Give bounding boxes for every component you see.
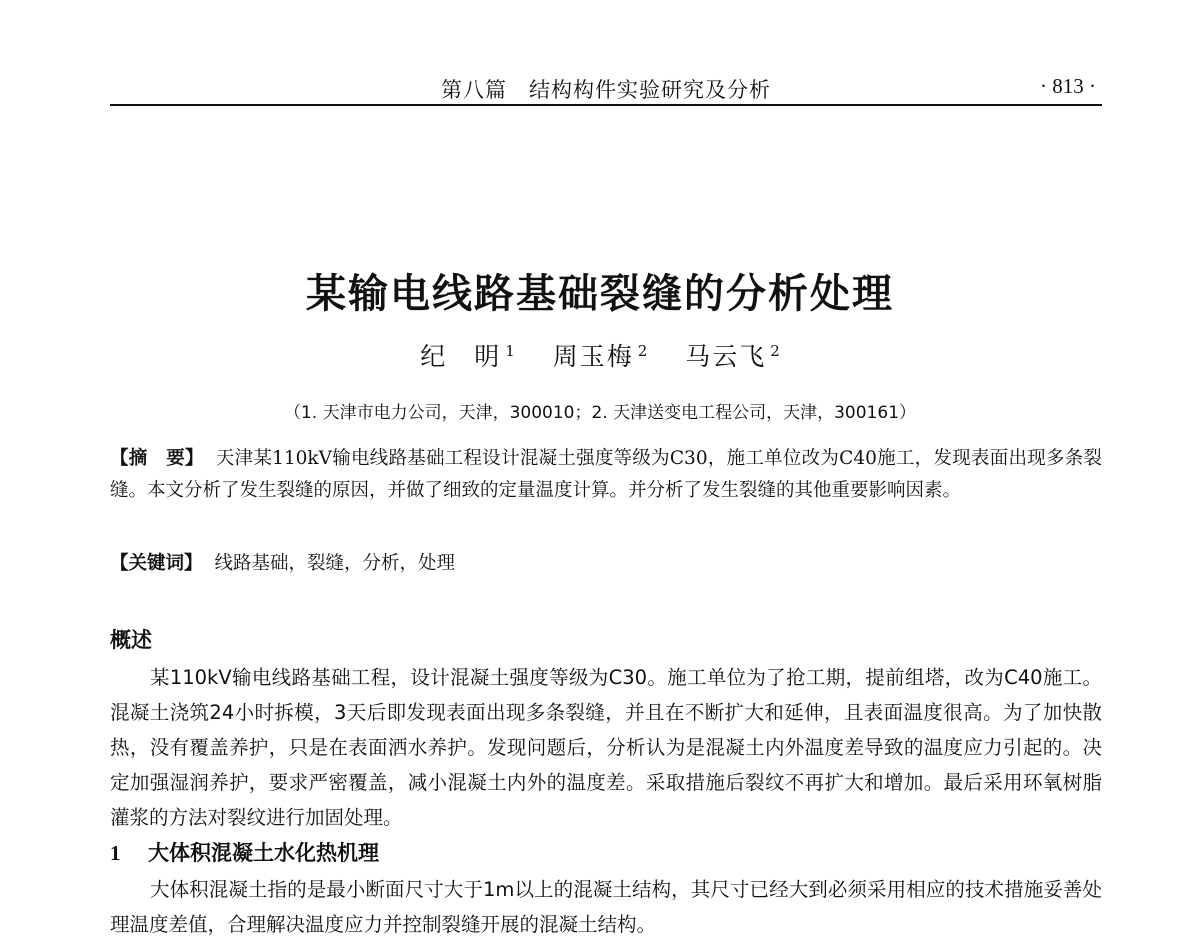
keywords-text: 线路基础，裂缝，分析，处理 <box>214 553 456 574</box>
affiliation: （1. 天津市电力公司，天津，300010；2. 天津送变电工程公司，天津，300161） <box>283 403 917 423</box>
overview-paragraph: 某110kV输电线路基础工程，设计混凝土强度等级为C30。施工单位为了抢工期，提前组塔，改为C40施工。混凝土浇筑24小时拆模，3天后即发现表面出现多条裂缝，并且在不断扩大和延伸，且表面温度很高。为了加快散热，没有覆盖养护，只是在表面洒水养护。发现问题后，分析认为是混凝土内外温度差导致的温度应力引起的。决定加强湿润养护，要求严密覆盖，减小混凝土内外的温度差。采取措施后裂纹不再扩大和增加。最后采用环氧树脂灌浆的方法对裂纹进行加固处理。 <box>110 666 1102 829</box>
author-name: 马云飞 <box>685 342 767 371</box>
author-affiliation-mark: 1 <box>505 341 515 360</box>
running-header <box>110 68 1102 106</box>
section-number: 1 <box>110 841 121 865</box>
section-heading-1 <box>110 837 379 867</box>
paper-title: 某输电线路基础裂缝的分析处理 <box>306 271 894 317</box>
author-name: 纪 明 <box>420 342 502 371</box>
section-1-paragraph: 大体积混凝土指的是最小断面尺寸大于1m以上的混凝土结构，其尺寸已经大到必须采用相应的技术措施妥善处理温度差值，合理解决温度应力并控制裂缝开展的混凝土结构。 <box>110 878 1102 936</box>
author-3 <box>685 342 780 371</box>
section-title: 大体积混凝土水化热机理 <box>148 841 379 865</box>
author-1 <box>420 342 515 371</box>
keywords-label: 【关键词】 <box>110 553 203 574</box>
section-heading-overview: 概述 <box>110 628 152 652</box>
abstract-text: 天津某110kV输电线路基础工程设计混凝土强度等级为C30，施工单位改为C40施工，发现表面出现多条裂缝。本文分析了发生裂缝的原因，并做了细致的定量温度计算。并分析了发生裂缝的其他重要影响因素。 <box>110 448 1102 501</box>
page-number: · 813 · <box>1040 74 1096 98</box>
abstract <box>110 443 1102 507</box>
author-affiliation-mark: 2 <box>637 341 648 360</box>
author-name: 周玉梅 <box>552 342 634 371</box>
running-title: 第八篇 结构构件实验研究及分析 <box>441 78 771 102</box>
keywords <box>110 548 1102 580</box>
author-list <box>0 337 1200 373</box>
abstract-label: 【摘 要】 <box>110 448 204 469</box>
author-affiliation-mark: 2 <box>770 341 780 360</box>
author-2 <box>553 342 648 371</box>
